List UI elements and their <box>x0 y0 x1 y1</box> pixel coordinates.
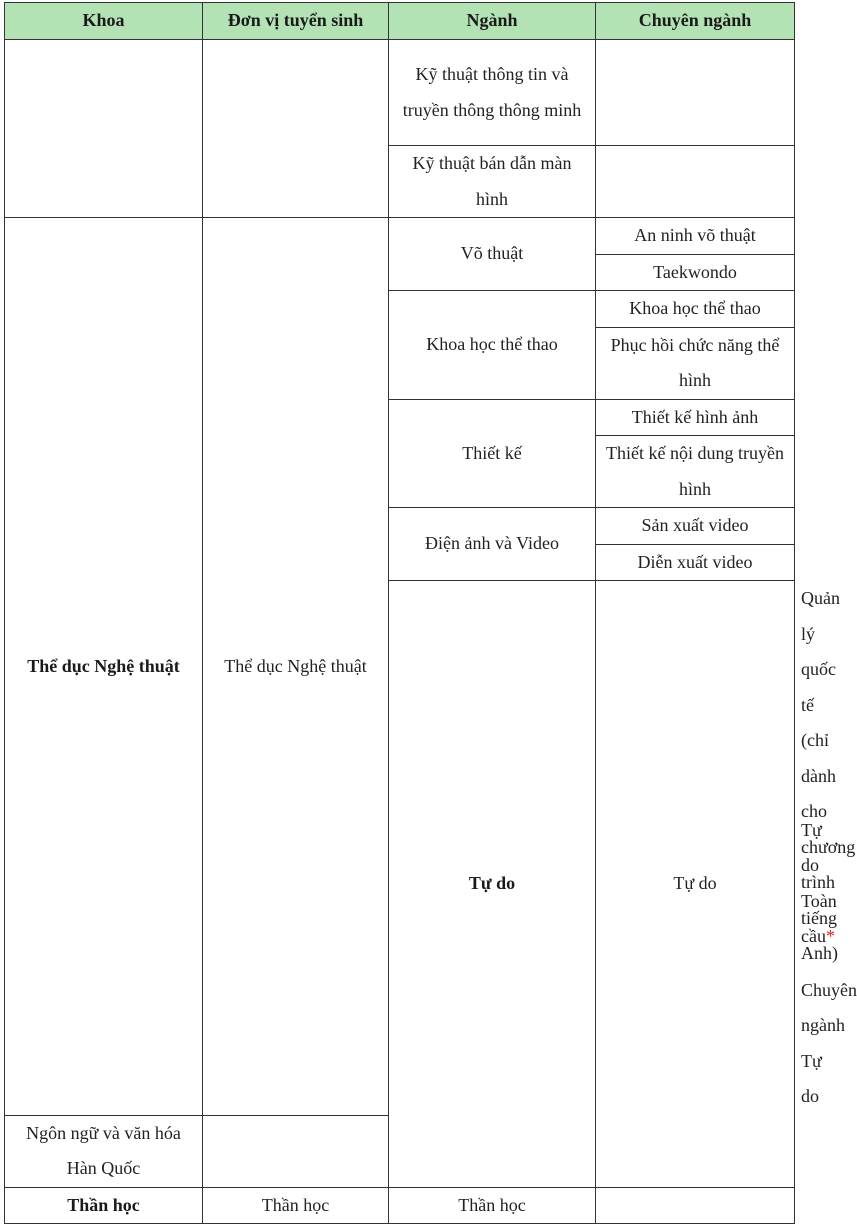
spec-cell: Thiết kế hình ảnh <box>596 399 795 436</box>
spec-cell-empty <box>596 40 795 146</box>
table-row <box>5 1187 795 1224</box>
spec-cell: Thiết kế nội dung truyền hình <box>596 436 795 508</box>
spec-cell-empty <box>596 1187 795 1224</box>
major-cell: Điện ảnh và Video <box>389 508 596 581</box>
spec-cell: Diễn xuất video <box>596 544 795 581</box>
spec-cell: An ninh võ thuật <box>596 218 795 255</box>
header-nganh: Ngành <box>389 3 596 40</box>
spec-cell-empty <box>596 146 795 218</box>
unit-cell: Thần học <box>203 1187 389 1224</box>
major-cell: Thiết kế <box>389 399 596 508</box>
header-khoa: Khoa <box>5 3 203 40</box>
unit-cell-empty <box>203 40 389 218</box>
faculty-cell: Thể dục Nghệ thuật <box>5 218 203 1116</box>
spec-cell: Taekwondo <box>596 254 795 291</box>
faculty-cell-empty <box>5 40 203 218</box>
unit-cell: Tự do <box>596 581 795 1188</box>
header-don-vi: Đơn vị tuyển sinh <box>203 3 389 40</box>
table-row <box>5 40 795 146</box>
faculty-cell: Tự do <box>389 581 596 1188</box>
major-label: Tự do Toàn cầu <box>801 819 837 947</box>
major-cell: Khoa học thể thao <box>389 291 596 400</box>
admissions-table <box>4 2 857 1224</box>
asterisk-mark: * <box>825 926 835 947</box>
faculty-cell: Thần học <box>5 1187 203 1224</box>
major-cell: Thần học <box>389 1187 596 1224</box>
header-chuyen-nganh: Chuyên ngành <box>596 3 795 40</box>
table-row <box>5 218 795 255</box>
header-row <box>5 3 795 40</box>
spec-cell: Ngôn ngữ và văn hóa Hàn Quốc <box>5 1115 203 1187</box>
unit-cell: Thể dục Nghệ thuật <box>203 218 389 1116</box>
table-row: Chuyên ngành Tự do <box>801 979 857 1106</box>
major-cell: Kỹ thuật bán dẫn màn hình <box>389 146 596 218</box>
major-cell: Võ thuật <box>389 218 596 291</box>
spec-cell: Khoa học thể thao <box>596 291 795 328</box>
table-row: Tự do Tự do Tự do Toàn cầu* Quản lý quốc tế (chỉ dành cho chương trình tiếng Anh) <box>5 581 795 973</box>
spec-cell: Phục hồi chức năng thể hình <box>596 327 795 399</box>
major-cell: Kỹ thuật thông tin và truyền thông thông minh <box>389 40 596 146</box>
spec-cell: Sản xuất video <box>596 508 795 545</box>
